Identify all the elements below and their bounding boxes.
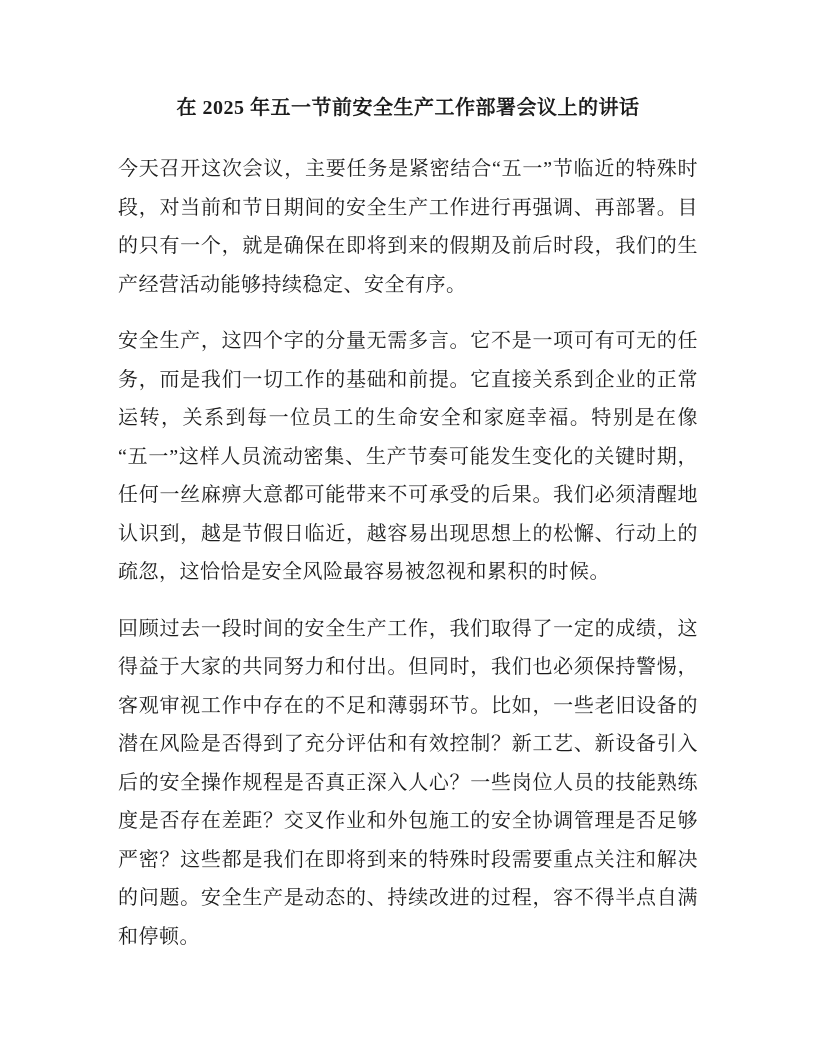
paragraph-3: 回顾过去一段时间的安全生产工作，我们取得了一定的成绩，这得益于大家的共同努力和付出。但同时，我们也必须保持警惕，客观审视工作中存在的不足和薄弱环节。比如，一些老旧设备的潜在风险是否得到了充分评估和有效控制？新工艺、新设备引入后的安全操作规程是否真正深入人心？一些岗位人员的技能熟练度是否存在差距？交叉作业和外包施工的安全协调管理是否足够严密？这些都是我们在即将到来的特殊时段需要重点关注和解决的问题。安全生产是动态的、持续改进的过程，容不得半点自满和停顿。 — [118, 617, 698, 948]
paragraph-1: 今天召开这次会议，主要任务是紧密结合“五一”节临近的特殊时段，对当前和节日期间的安全生产工作进行再强调、再部署。目的只有一个，就是确保在即将到来的假期及前后时段，我们的生产经营活动能够持续稳定、安全有序。 — [118, 158, 698, 296]
document-title: 在 2025 年五一节前安全生产工作部署会议上的讲话 — [176, 97, 640, 119]
paragraph-2: 安全生产，这四个字的分量无需多言。它不是一项可有可无的任务，而是我们一切工作的基础和前提。它直接关系到企业的正常运转，关系到每一位员工的生命安全和家庭幸福。特别是在像“五一”这样人员流动密集、生产节奏可能发生变化的关键时期，任何一丝麻痹大意都可能带来不可承受的后果。我们必须清醒地认识到，越是节假日临近，越容易出现思想上的松懈、行动上的疏忽，这恰恰是安全风险最容易被忽视和累积的时候。 — [118, 330, 698, 583]
